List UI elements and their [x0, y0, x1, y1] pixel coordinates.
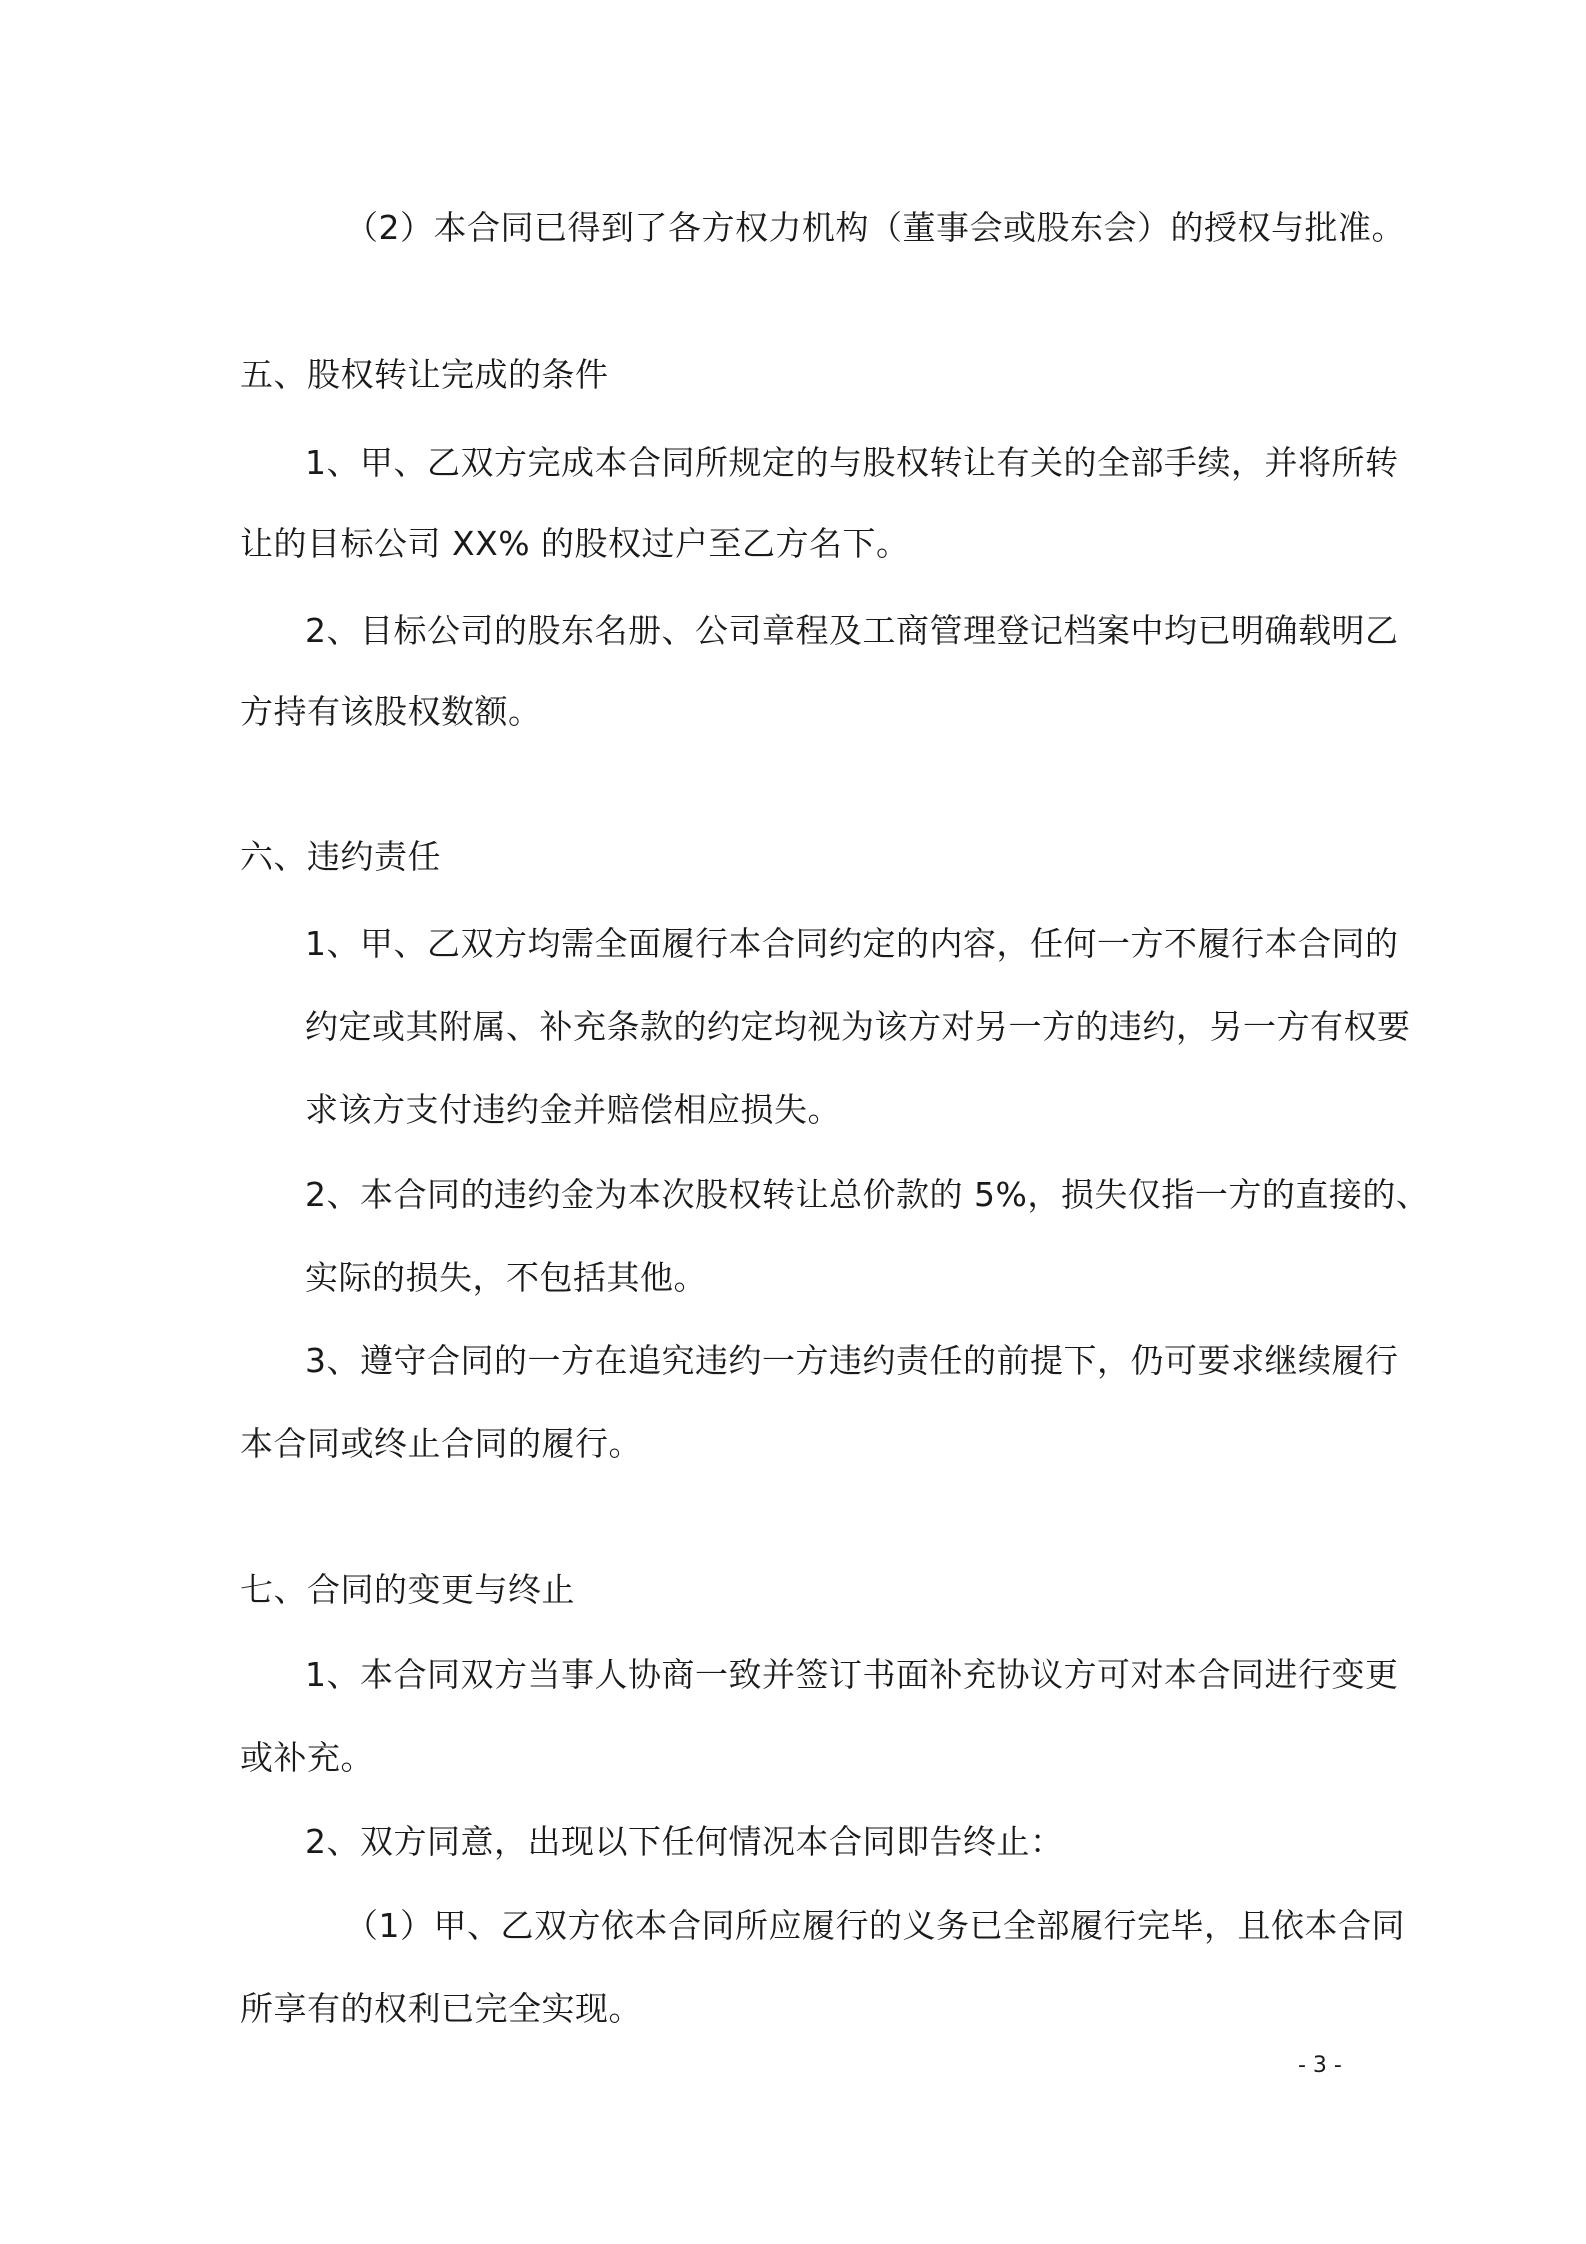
section-7-para-1-line-2: 或补充。: [240, 1738, 374, 1777]
section-6-para-1-line-1: 1、甲、乙双方均需全面履行本合同约定的内容，任何一方不履行本合同的: [305, 924, 1399, 963]
section-6-para-2-line-1: 2、本合同的违约金为本次股权转让总价款的 5%，损失仅指一方的直接的、: [305, 1175, 1430, 1214]
section-5-para-2-line-1: 2、目标公司的股东名册、公司章程及工商管理登记档案中均已明确载明乙: [305, 611, 1399, 650]
page-number: - 3 -: [1298, 2053, 1342, 2078]
section-6-heading: 六、违约责任: [240, 837, 441, 876]
section-7-para-2-line-1: 2、双方同意，出现以下任何情况本合同即告终止：: [305, 1822, 1064, 1861]
section-6-para-1-line-3: 求该方支付违约金并赔偿相应损失。: [305, 1090, 841, 1129]
section-5-para-1-line-1: 1、甲、乙双方完成本合同所规定的与股权转让有关的全部手续，并将所转: [305, 443, 1399, 482]
section-5-para-1-line-2: 让的目标公司 XX% 的股权过户至乙方名下。: [240, 524, 910, 563]
section-7-para-2-item-1-line-2: 所享有的权利已完全实现。: [240, 1989, 642, 2028]
section-6-para-2-line-2: 实际的损失，不包括其他。: [305, 1258, 707, 1297]
clause-4-item-2: （2）本合同已得到了各方权力机构（董事会或股东会）的授权与批准。: [345, 208, 1405, 247]
section-6-para-1-line-2: 约定或其附属、补充条款的约定均视为该方对另一方的违约，另一方有权要: [305, 1007, 1411, 1046]
section-5-para-2-line-2: 方持有该股权数额。: [240, 692, 542, 731]
section-6-para-3-line-1: 3、遵守合同的一方在追究违约一方违约责任的前提下，仍可要求继续履行: [305, 1341, 1399, 1380]
section-7-heading: 七、合同的变更与终止: [240, 1570, 575, 1609]
section-5-heading: 五、股权转让完成的条件: [240, 355, 609, 394]
section-7-para-1-line-1: 1、本合同双方当事人协商一致并签订书面补充协议方可对本合同进行变更: [305, 1655, 1399, 1694]
section-7-para-2-item-1-line-1: （1）甲、乙双方依本合同所应履行的义务已全部履行完毕，且依本合同: [345, 1906, 1405, 1945]
section-6-para-3-line-2: 本合同或终止合同的履行。: [240, 1424, 642, 1463]
